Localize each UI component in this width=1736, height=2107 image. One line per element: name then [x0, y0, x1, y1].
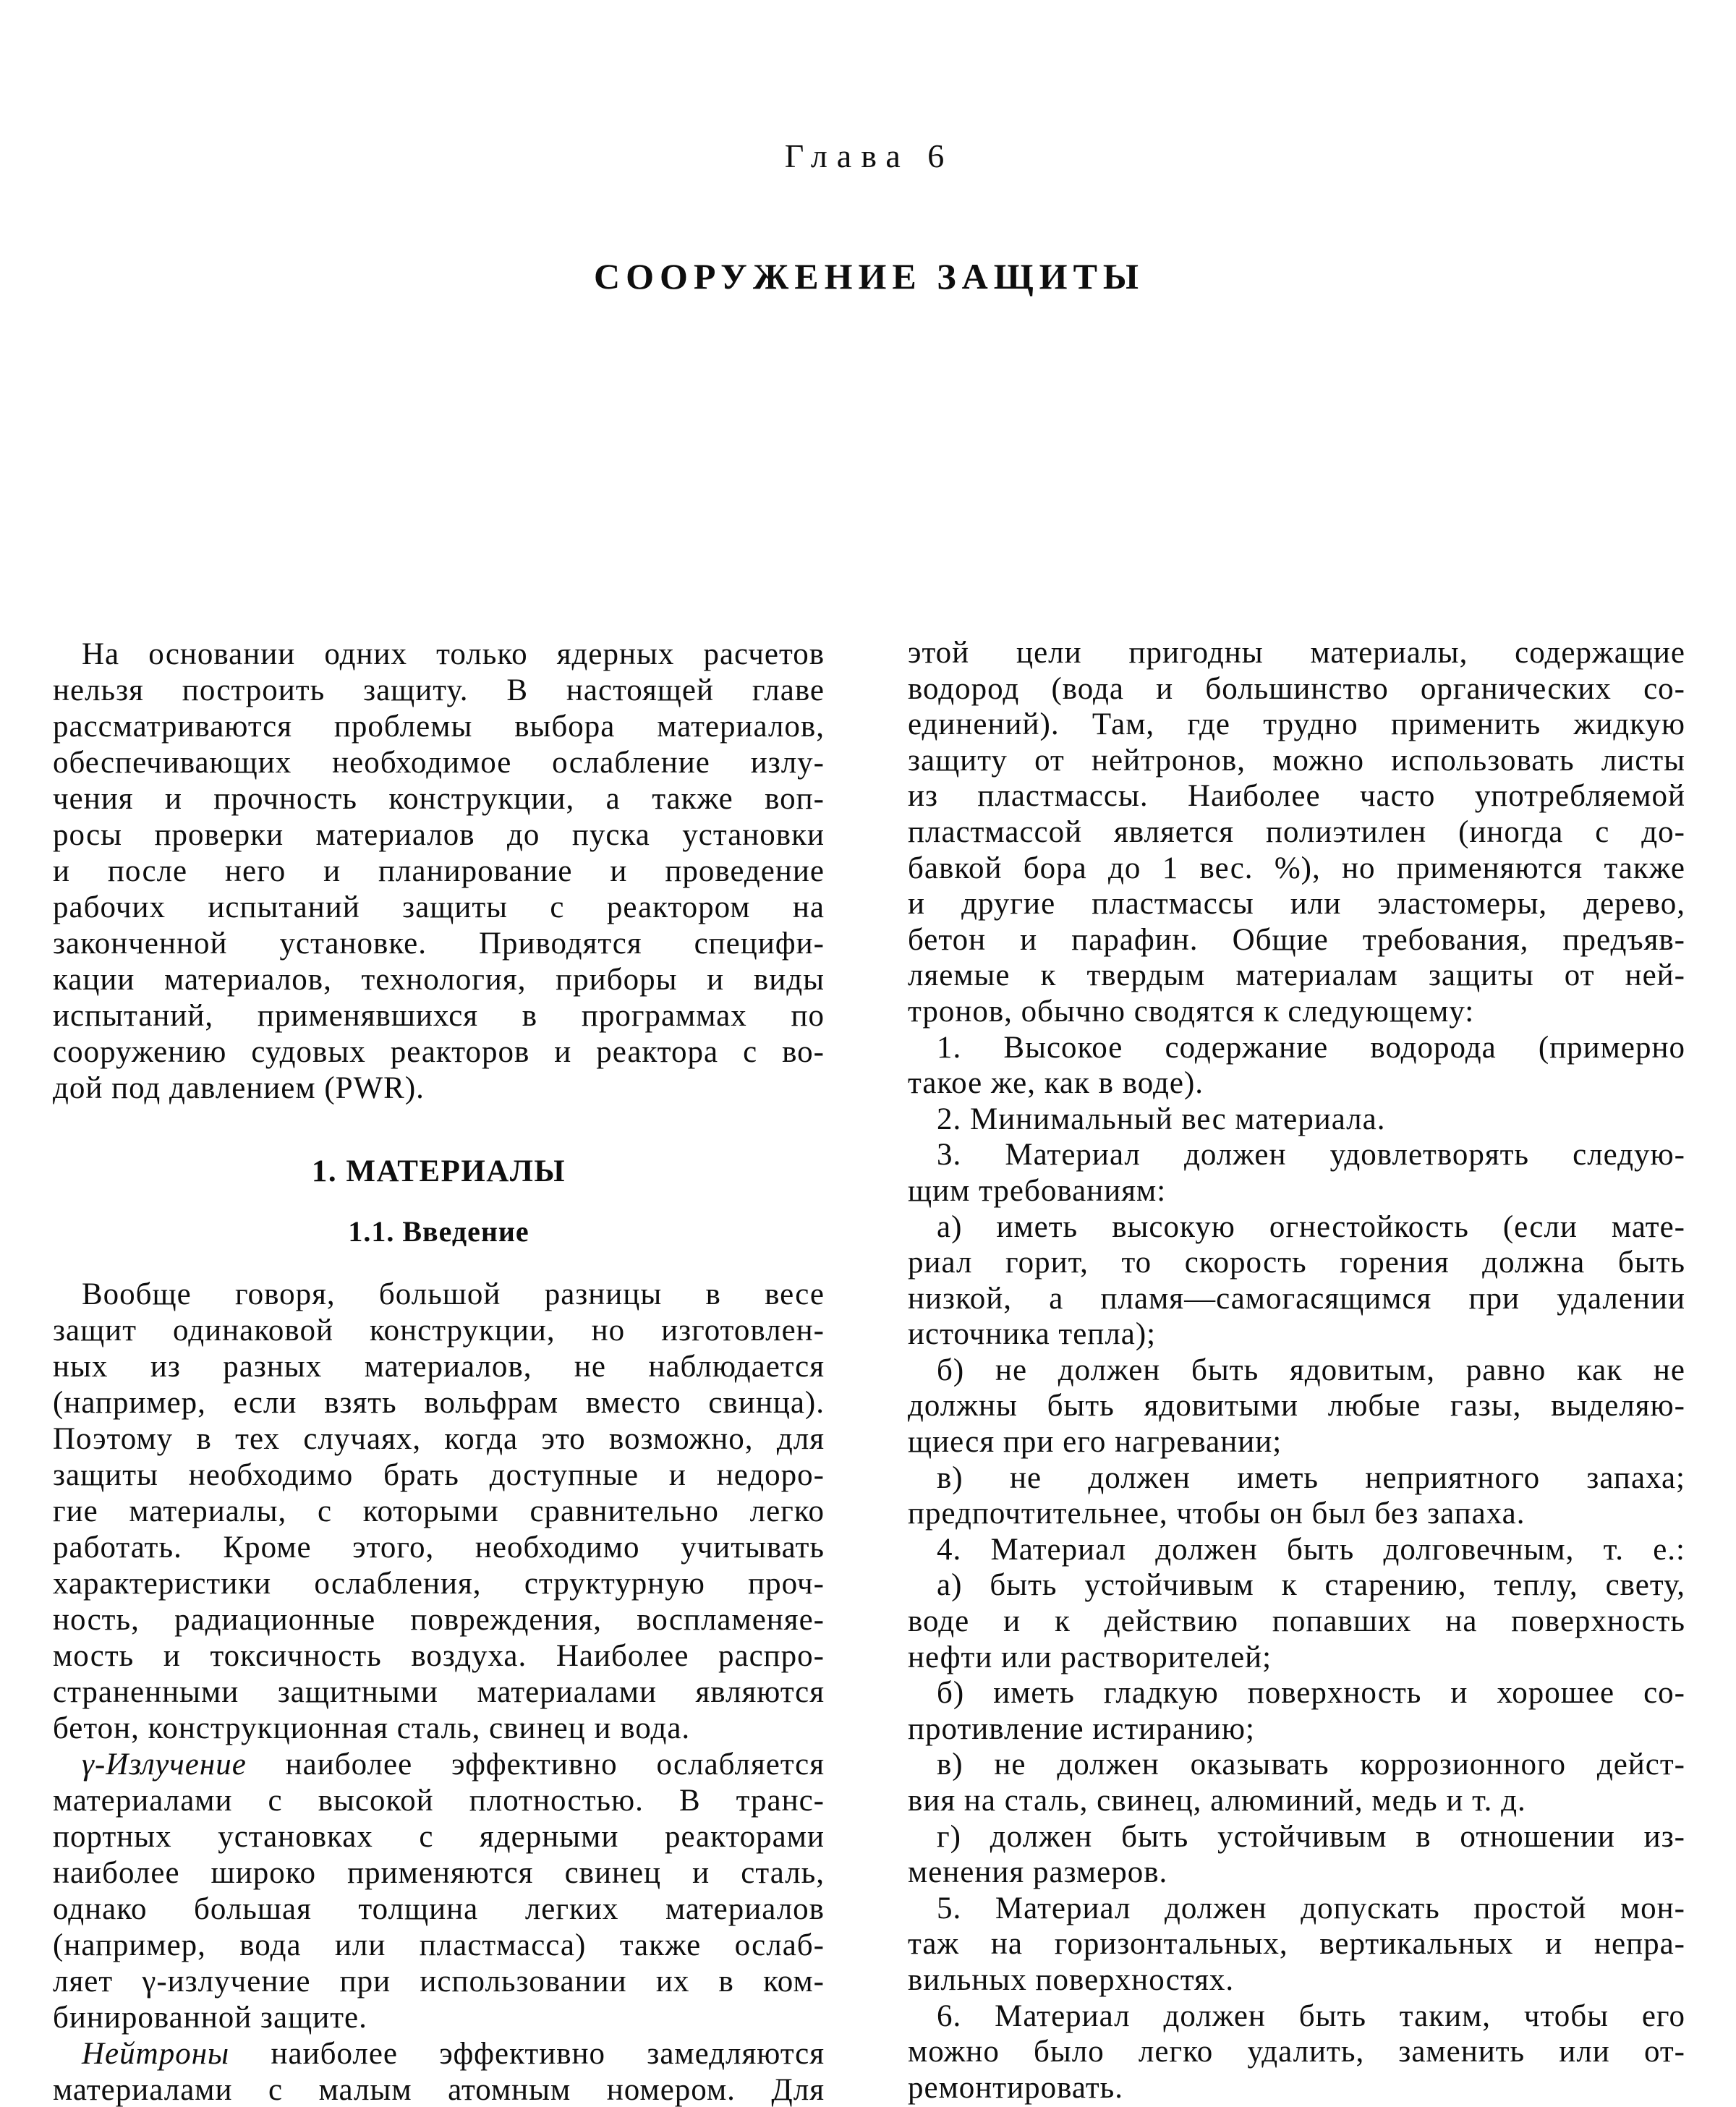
text-line: страненными защитными материалами являются	[53, 1675, 825, 1709]
section-heading-materials: 1. МАТЕРИАЛЫ	[311, 1154, 566, 1188]
text-line: ремонтировать.	[908, 2070, 1123, 2105]
text-line: бетон, конструкционная сталь, свинец и вода.	[53, 1711, 691, 1745]
text-line: в) не должен иметь неприятного запаха;	[937, 1460, 1685, 1495]
text-line: низкой, а пламя—самогасящимся при удалении	[908, 1281, 1685, 1316]
text-line: материалами с малым атомным номером. Для	[53, 2073, 825, 2107]
chapter-label: Глава 6	[784, 137, 954, 174]
text-line: 2. Минимальный вес материала.	[937, 1102, 1386, 1136]
text-line: а) быть устойчивым к старению, теплу, свету,	[937, 1568, 1685, 1603]
text-line: вильных поверхностях.	[908, 1962, 1235, 1997]
text-line: этой цели пригодны материалы, содержащие	[908, 636, 1685, 670]
text-line: обеспечивающих необходимое ослабление излу-	[53, 746, 825, 780]
text-line: На основании одних только ядерных расчетов	[82, 637, 825, 671]
text-line: нельзя построить защиту. В настоящей главе	[53, 673, 825, 707]
text-line: мость и токсичность воздуха. Наиболее распро-	[53, 1639, 825, 1673]
text-line: (например, если взять вольфрам вместо свинца).	[53, 1386, 825, 1420]
text-line: дой под давлением (PWR).	[53, 1071, 425, 1105]
text-line: гие материалы, с которыми сравнительно легко	[53, 1494, 825, 1528]
subsection-heading-introduction: 1.1. Введение	[348, 1215, 529, 1248]
text-line: кации материалов, технология, приборы и виды	[53, 963, 825, 997]
text-line: (например, вода или пластмасса) также ослаб-	[53, 1928, 825, 1962]
text-line: бавкой бора до 1 вес. %), но применяются также	[908, 851, 1685, 885]
text-line: 3. Материал должен удовлетворять следую-	[937, 1138, 1685, 1172]
text-line: ляет γ-излучение при использовании их в ком-	[53, 1965, 825, 1999]
text-line: вия на сталь, свинец, алюминий, медь и т. д.	[908, 1784, 1526, 1818]
text-line: защиту от нейтронов, можно использовать листы	[908, 743, 1685, 778]
paragraph-intro	[53, 637, 825, 1107]
text-line: 6. Материал должен быть таким, чтобы его	[937, 1999, 1685, 2033]
text-line: 5. Материал должен допускать простой мон-	[937, 1891, 1685, 1925]
text-line: можно было легко удалить, заменить или от-	[908, 2035, 1685, 2069]
text-line: γ-Излучение наиболее эффективно ослабляется	[82, 1748, 825, 1782]
text-line: испытаний, применявшихся в программах по	[53, 999, 825, 1033]
text-line: 4. Материал должен быть долговечным, т. е.:	[937, 1532, 1685, 1567]
text-line: источника тепла);	[908, 1317, 1157, 1352]
right-column	[908, 635, 1685, 2106]
text-line: щиеся при его нагревании;	[908, 1425, 1282, 1460]
italic-term: Нейтроны	[82, 2037, 230, 2071]
text-line: и после него и планирование и проведение	[53, 854, 825, 888]
text-line: и другие пластмассы или эластомеры, дерево,	[908, 887, 1685, 921]
text-line: однако большая толщина легких материалов	[53, 1892, 825, 1926]
text-line: чения и прочность конструкции, а также воп-	[53, 782, 825, 816]
left-column	[53, 637, 825, 2107]
text-line: 1. Высокое содержание водорода (примерно	[937, 1030, 1685, 1065]
text-line: таж на горизонтальных, вертикальных и непра-	[908, 1927, 1685, 1962]
text-line: защит одинаковой конструкции, но изготовлен-	[53, 1314, 825, 1348]
text-line: должны быть ядовитыми любые газы, выделяю-	[908, 1389, 1685, 1423]
text-line: риал горит, то скорость горения должна быть	[908, 1246, 1685, 1280]
text-line: нефти или растворителей;	[908, 1640, 1272, 1674]
text-line: портных установках с ядерными реакторами	[53, 1820, 825, 1854]
text-line: ных из разных материалов, не наблюдается	[53, 1350, 825, 1384]
text-line: законченной установке. Приводятся специфи-	[53, 927, 825, 961]
text-line: тронов, обычно сводятся к следующему:	[908, 994, 1475, 1029]
text-line: материалами с высокой плотностью. В транс-	[53, 1784, 825, 1818]
text-line: в) не должен оказывать коррозионного дейст-	[937, 1748, 1685, 1782]
text-line: ность, радиационные повреждения, воспламеняе-	[53, 1603, 825, 1637]
italic-term: γ-Излучение	[82, 1748, 247, 1782]
text-line: Нейтроны наиболее эффективно замедляются	[82, 2037, 825, 2071]
paragraph-general	[53, 1277, 825, 1747]
text-line: рабочих испытаний защиты с реактором на	[53, 890, 825, 924]
text-line: г) должен быть устойчивым в отношении из-	[937, 1819, 1685, 1854]
text-line: противление истиранию;	[908, 1711, 1255, 1746]
text-line: характеристики ослабления, структурную проч-	[53, 1567, 825, 1601]
paragraph-requirements	[908, 635, 1685, 2106]
text-line: работать. Кроме этого, необходимо учитывать	[53, 1531, 825, 1565]
text-line: а) иметь высокую огнестойкость (если мате-	[937, 1209, 1685, 1244]
text-line: бетон и парафин. Общие требования, предъяв-	[908, 922, 1685, 957]
text-line: водород (вода и большинство органических со-	[908, 671, 1685, 706]
text-line: менения размеров.	[908, 1855, 1168, 1890]
text-line: наиболее широко применяются свинец и сталь,	[53, 1856, 825, 1890]
text-line: пластмассой является полиэтилен (иногда с до-	[908, 814, 1685, 849]
text-line: б) не должен быть ядовитым, равно как не	[937, 1353, 1685, 1387]
page-title: СООРУЖЕНИЕ ЗАЩИТЫ	[593, 256, 1145, 297]
text-line: бинированной защите.	[53, 2001, 367, 2035]
text-line: такое же, как в воде).	[908, 1066, 1204, 1101]
text-line: защиты необходимо брать доступные и недоро-	[53, 1458, 825, 1492]
text-line: единений). Там, где трудно применить жидкую	[908, 707, 1685, 742]
text-line: б) иметь гладкую поверхность и хорошее со-	[937, 1676, 1685, 1711]
text-line: рассматриваются проблемы выбора материалов,	[53, 710, 825, 744]
text-line: Поэтому в тех случаях, когда это возможно, для	[53, 1422, 825, 1456]
text-line: предпочтительнее, чтобы он был без запаха.	[908, 1497, 1526, 1531]
text-line: ляемые к твердым материалам защиты от ней-	[908, 958, 1685, 993]
text-line: щим требованиям:	[908, 1173, 1167, 1208]
text-line: сооружению судовых реакторов и реактора с во-	[53, 1035, 825, 1069]
paragraph-neutrons	[53, 2036, 825, 2107]
paragraph-gamma-radiation	[53, 1747, 825, 2036]
text-line: воде и к действию попавших на поверхность	[908, 1604, 1685, 1639]
text-line: Вообще говоря, большой разницы в весе	[82, 1277, 825, 1311]
text-line: из пластмассы. Наиболее часто употребляемой	[908, 779, 1685, 814]
text-line: росы проверки материалов до пуска установки	[53, 818, 825, 852]
